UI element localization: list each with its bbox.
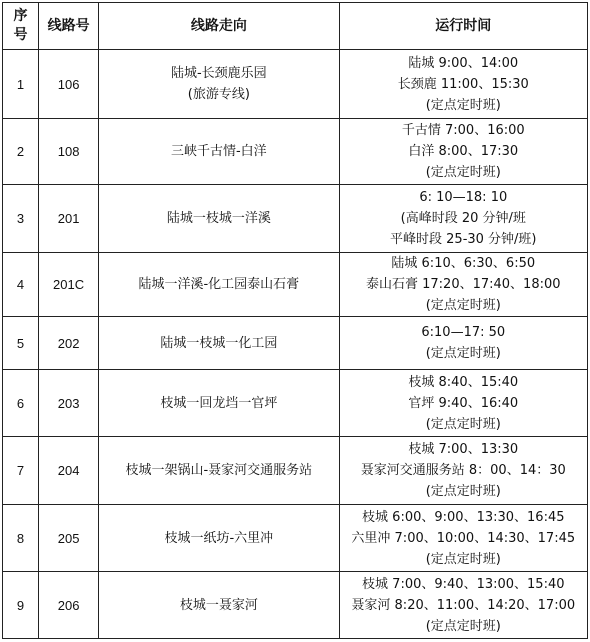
cell-route [99, 317, 339, 370]
cell-line-number: 201C [39, 253, 99, 317]
time-text-line: (定点定时班) [425, 346, 501, 361]
time-text-line: 陆城 9:00、14:00 [408, 55, 519, 71]
table-row [3, 253, 588, 317]
table-row [3, 370, 588, 437]
time-text-line: 平峰时段 25-30 分钟/班) [390, 232, 537, 247]
route-text-line: 枝城一架锅山-聂家河交通服务站 [125, 463, 313, 478]
cell-line-number: 201 [39, 185, 99, 253]
cell-seq: 7 [3, 437, 39, 505]
time-text-line: (高峰时段 20 分钟/班 [400, 211, 526, 226]
table-header-row [3, 3, 588, 50]
time-text-line: (定点定时班) [425, 165, 501, 180]
route-text-line: 三峡千古情-白洋 [170, 144, 267, 159]
time-text-line: (定点定时班) [425, 416, 501, 432]
cell-route [99, 572, 339, 639]
cell-seq: 3 [3, 185, 39, 253]
table-row [3, 185, 588, 253]
time-text-line: 长颈鹿 11:00、15:30 [397, 76, 529, 92]
cell-line-number: 205 [39, 505, 99, 572]
cell-seq: 4 [3, 253, 39, 317]
table-row [3, 572, 588, 639]
table-row [3, 50, 588, 119]
cell-route [99, 50, 339, 119]
cell-line-number: 203 [39, 370, 99, 437]
time-text-line: 官坪 9:40、16:40 [408, 395, 519, 411]
cell-run-time [339, 437, 587, 505]
table-row [3, 317, 588, 370]
time-text-line: (定点定时班) [425, 618, 501, 634]
route-text-line: 枝城一回龙垱一官坪 [160, 395, 278, 411]
cell-line-number: 206 [39, 572, 99, 639]
cell-run-time [339, 185, 587, 253]
time-text-line: 枝城 7:00、13:30 [408, 442, 519, 457]
cell-line-number: 202 [39, 317, 99, 370]
route-text-line: 陆城一枝城一洋溪 [166, 211, 271, 226]
route-text-line: 陆城一枝城一化工园 [160, 335, 278, 351]
time-text-line: (定点定时班) [425, 551, 501, 567]
table-row [3, 119, 588, 185]
time-text-line: (定点定时班) [425, 298, 501, 313]
cell-seq: 1 [3, 50, 39, 119]
route-text-line: 枝城一聂家河 [179, 597, 258, 613]
route-text-line: (旅游专线) [187, 87, 250, 102]
cell-line-number: 106 [39, 50, 99, 119]
cell-line-number: 108 [39, 119, 99, 185]
time-text-line: 六里冲 7:00、10:00、14:30、17:45 [351, 530, 576, 546]
time-text-line: 千古情 7:00、16:00 [401, 123, 525, 138]
time-text-line: 枝城 7:00、9:40、13:00、15:40 [362, 576, 565, 592]
bus-schedule-table [2, 2, 588, 639]
cell-run-time [339, 572, 587, 639]
cell-route [99, 185, 339, 253]
cell-run-time [339, 505, 587, 572]
time-text-line: 陆城 6:10、6:30、6:50 [391, 256, 536, 271]
cell-seq: 6 [3, 370, 39, 437]
route-text-line: 枝城一纸坊-六里冲 [164, 530, 274, 546]
header-seq: 序号 [3, 3, 39, 50]
cell-route [99, 119, 339, 185]
cell-run-time [339, 119, 587, 185]
route-text-line: 陆城-长颈鹿乐园 [170, 66, 267, 81]
cell-run-time [339, 317, 587, 370]
time-text-line: 枝城 8:40、15:40 [408, 374, 519, 390]
cell-seq: 9 [3, 572, 39, 639]
table-row [3, 437, 588, 505]
time-text-line: 枝城 6:00、9:00、13:30、16:45 [362, 509, 565, 525]
cell-route [99, 370, 339, 437]
header-route: 线路走向 [99, 3, 339, 50]
time-text-line: 白洋 8:00、17:30 [408, 144, 519, 159]
cell-run-time [339, 253, 587, 317]
cell-run-time [339, 370, 587, 437]
time-text-line: 泰山石膏 17:20、17:40、18:00 [366, 277, 561, 292]
time-text-line: 6: 10—18: 10 [419, 190, 508, 205]
header-line: 线路号 [39, 3, 99, 50]
route-text-line: 陆城一洋溪-化工园泰山石膏 [138, 277, 300, 292]
header-time: 运行时间 [339, 3, 587, 50]
time-text-line: (定点定时班) [425, 484, 501, 499]
cell-route [99, 505, 339, 572]
time-text-line: 聂家河 8:20、11:00、14:20、17:00 [351, 597, 576, 613]
cell-route [99, 437, 339, 505]
cell-seq: 8 [3, 505, 39, 572]
time-text-line: (定点定时班) [425, 97, 501, 113]
cell-seq: 5 [3, 317, 39, 370]
time-text-line: 6:10—17: 50 [421, 325, 506, 340]
time-text-line: 聂家河交通服务站 8：00、14：30 [360, 463, 566, 478]
cell-line-number: 204 [39, 437, 99, 505]
cell-run-time [339, 50, 587, 119]
table-row [3, 505, 588, 572]
cell-route [99, 253, 339, 317]
cell-seq: 2 [3, 119, 39, 185]
